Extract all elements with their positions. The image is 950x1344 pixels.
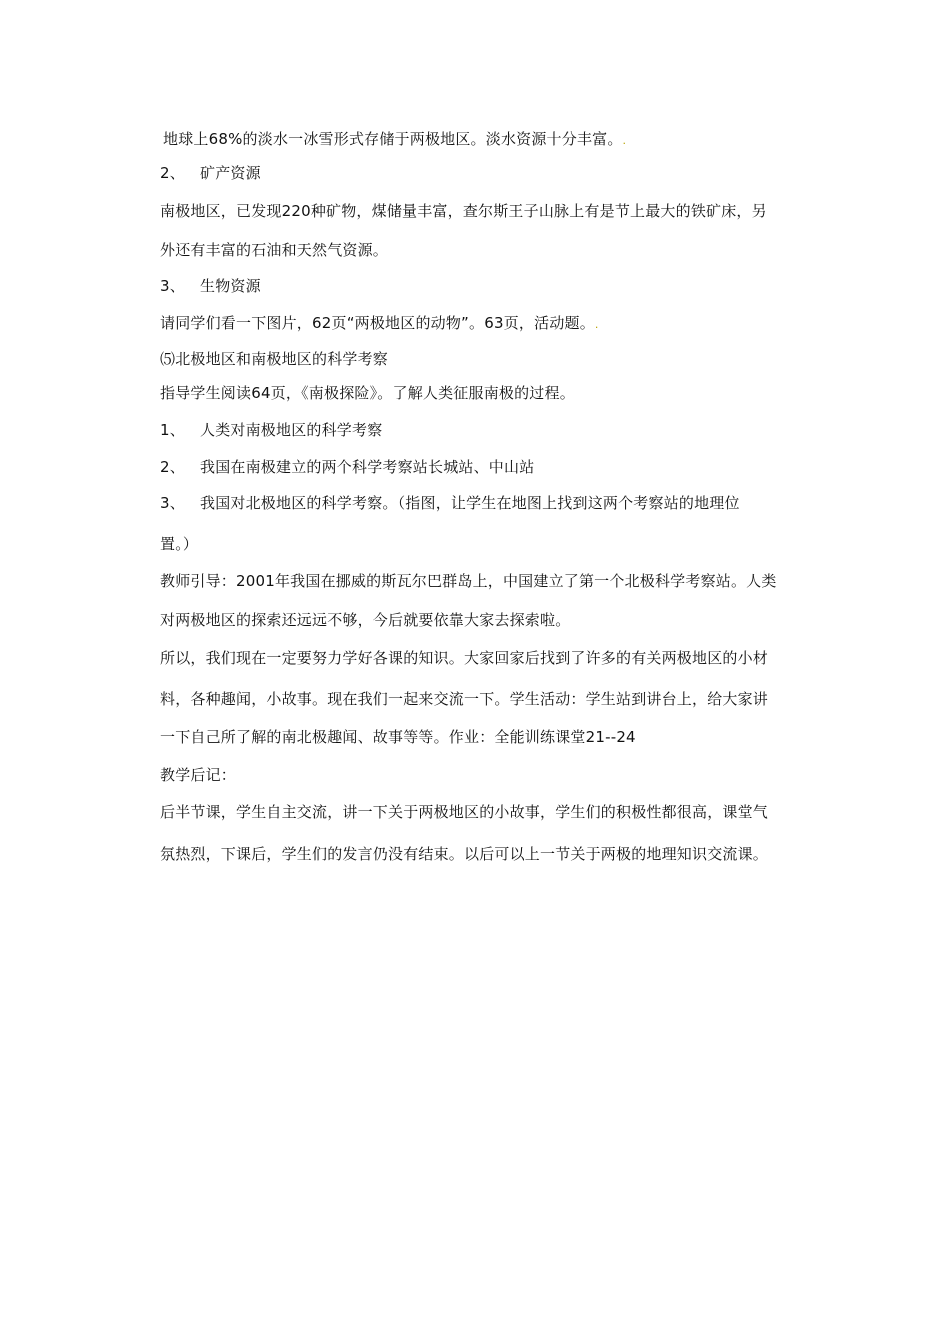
item-number: 2、 [160, 458, 185, 476]
line-text: 南极地区，已发现220种矿物，煤储量丰富，查尔斯王子山脉上有是节上最大的铁矿床，另 [160, 202, 767, 220]
paragraph-line [160, 383, 810, 403]
item-text: 人类对南极地区的科学考察 [200, 421, 383, 439]
paragraph-line [160, 727, 810, 747]
line-text: ⑸北极地区和南极地区的科学考察 [160, 350, 389, 368]
section-heading [160, 276, 810, 296]
paragraph-line [160, 313, 810, 335]
paragraph-line [160, 240, 810, 260]
line-text: 氛热烈，下课后，学生们的发言仍没有结束。以后可以上一节关于两极的地理知识交流课。 [160, 845, 769, 863]
line-text: 置。） [160, 535, 199, 553]
paragraph-line [160, 571, 810, 591]
list-item [160, 457, 810, 477]
subsection-title [160, 349, 810, 369]
section-heading [160, 163, 810, 183]
paragraph-line [160, 765, 810, 785]
line-text: 教学后记： [160, 766, 237, 784]
line-text: 外还有丰富的石油和天然气资源。 [160, 241, 389, 259]
line-text: 请同学们看一下图片，62页“两极地区的动物”。63页，活动题。 [160, 314, 595, 332]
item-number: 3、 [160, 494, 185, 512]
item-number: 2、 [160, 164, 185, 182]
paragraph-line [160, 201, 810, 221]
heading-text: 生物资源 [200, 277, 261, 295]
annotation-mark: . [594, 318, 599, 331]
list-item [160, 420, 810, 440]
item-number: 3、 [160, 277, 185, 295]
item-text: 我国对北极地区的科学考察。（指图，让学生在地图上找到这两个考察站的地理位 [200, 494, 740, 512]
item-number: 1、 [160, 421, 185, 439]
line-text: 一下自己所了解的南北极趣闻、故事等等。作业：全能训练课堂21--24 [160, 728, 636, 746]
line-text: 指导学生阅读64页，《南极探险》。了解人类征服南极的过程。 [160, 384, 575, 402]
paragraph-line [160, 844, 810, 864]
paragraph-line [160, 648, 810, 668]
line-text: 地球上68%的淡水一冰雪形式存储于两极地区。淡水资源十分丰富。 [163, 130, 623, 148]
paragraph-line [160, 689, 810, 709]
paragraph-line [160, 610, 810, 630]
item-text: 我国在南极建立的两个科学考察站长城站、中山站 [200, 458, 535, 476]
paragraph-line [160, 534, 810, 554]
paragraph-line [160, 802, 810, 822]
line-text: 教师引导：2001年我国在挪威的斯瓦尔巴群岛上，中国建立了第一个北极科学考察站。人类 [160, 572, 777, 590]
annotation-mark: . [622, 134, 627, 147]
line-text: 料，各种趣闻，小故事。现在我们一起来交流一下。学生活动：学生站到讲台上，给大家讲 [160, 690, 769, 708]
paragraph-line [163, 129, 813, 151]
line-text: 所以，我们现在一定要努力学好各课的知识。大家回家后找到了许多的有关两极地区的小材 [160, 649, 769, 667]
line-text: 后半节课，学生自主交流，讲一下关于两极地区的小故事，学生们的积极性都很高，课堂气 [160, 803, 769, 821]
line-text: 对两极地区的探索还远远不够，今后就要依靠大家去探索啦。 [160, 611, 571, 629]
heading-text: 矿产资源 [200, 164, 261, 182]
list-item [160, 493, 810, 513]
